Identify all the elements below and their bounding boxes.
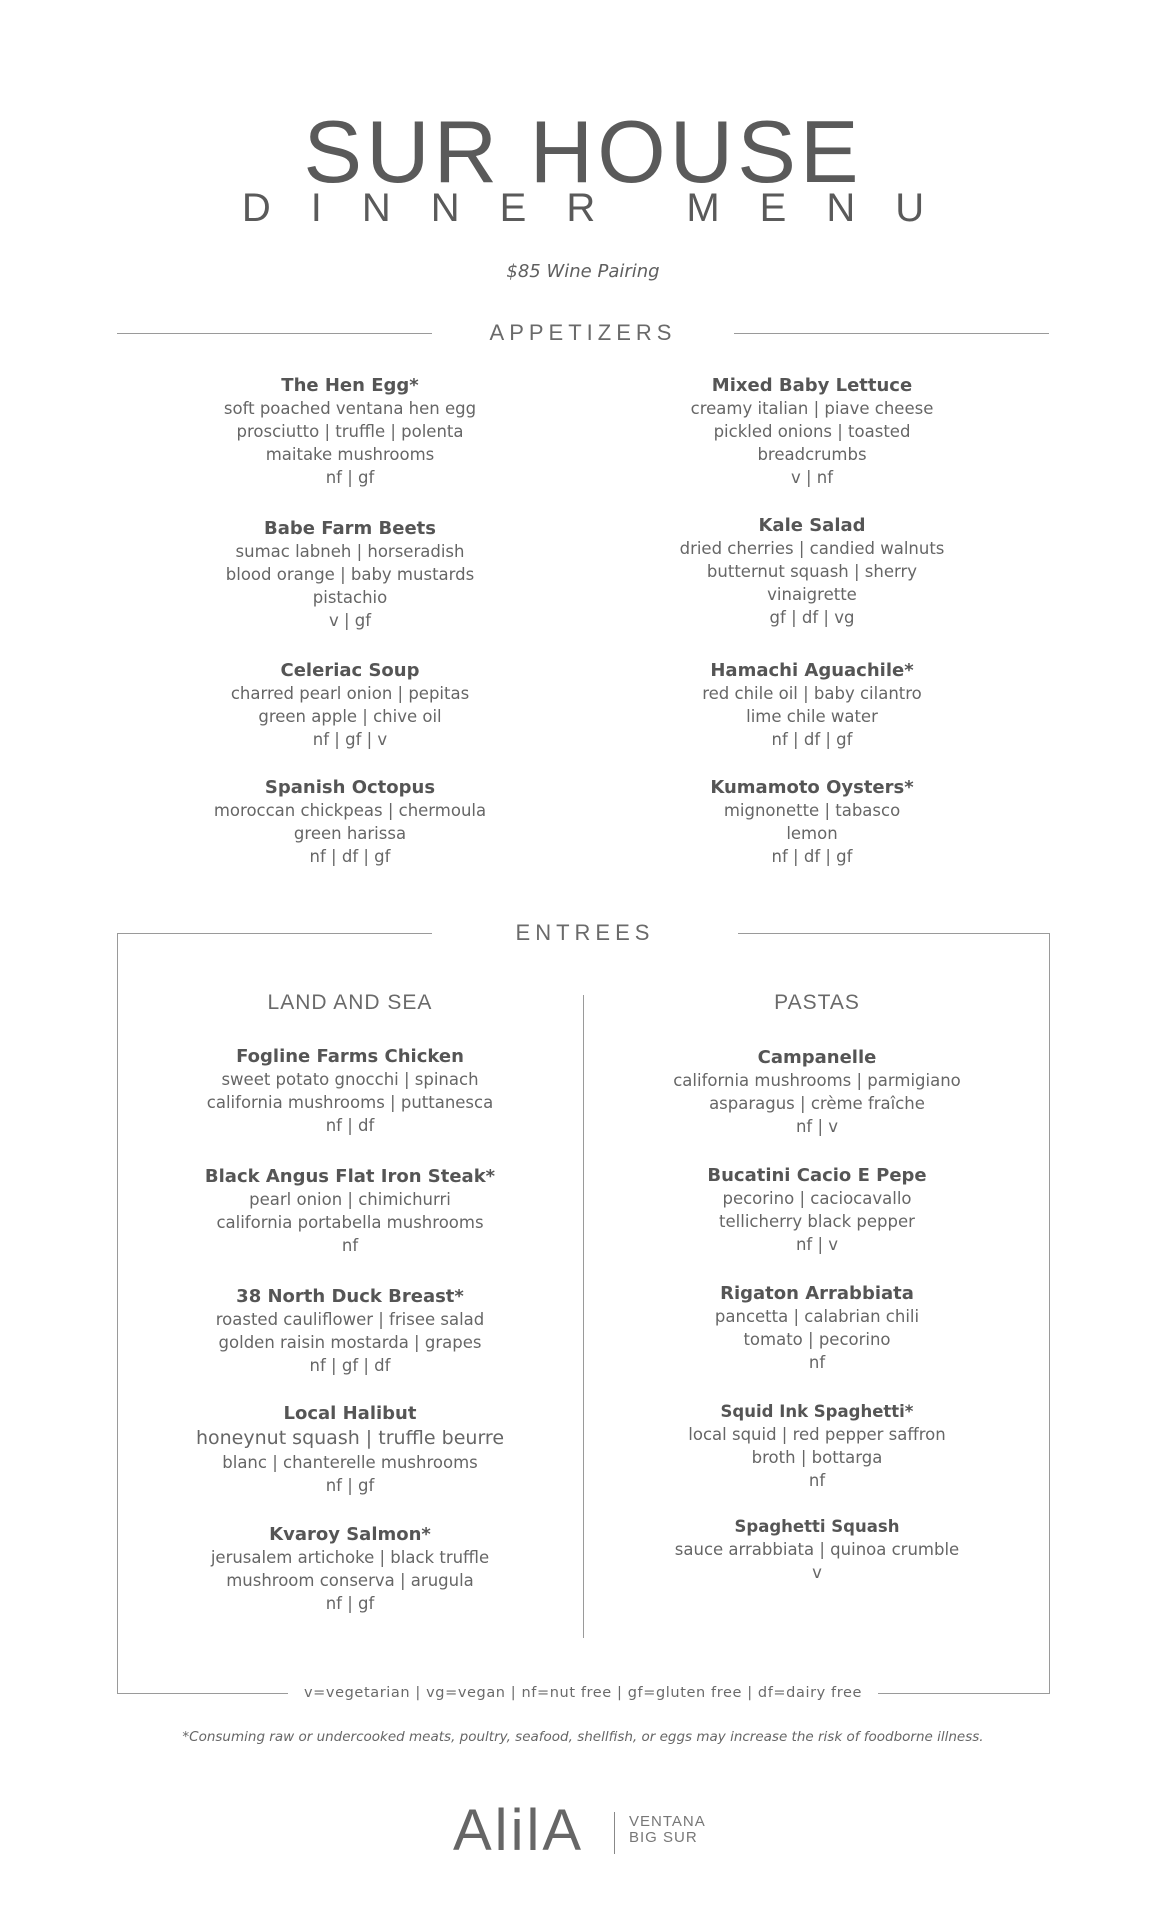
item-desc: charred pearl onion | pepitas: [230, 684, 470, 703]
item-desc: pancetta | calabrian chili: [714, 1307, 920, 1326]
item-diet-tags: nf | df | gf: [771, 730, 853, 749]
menu-item: [185, 1285, 515, 1377]
item-name: Celeriac Soup: [280, 660, 420, 681]
item-desc: soft poached ventana hen egg: [223, 399, 477, 418]
item-name: Kumamoto Oysters*: [710, 777, 914, 798]
item-name: Hamachi Aguachile*: [710, 660, 914, 681]
item-name: 38 North Duck Breast*: [236, 1286, 464, 1307]
alila-logo: AlilA: [453, 1798, 585, 1863]
appetizers-heading: APPETIZERS: [489, 320, 677, 345]
item-desc: green apple | chive oil: [258, 707, 442, 726]
item-desc: jerusalem artichoke | black truffle: [210, 1548, 490, 1567]
item-diet-tags: v | gf: [328, 611, 372, 630]
item-diet-tags: nf | df | gf: [309, 847, 391, 866]
menu-item: [185, 1523, 515, 1615]
item-name: Mixed Baby Lettuce: [711, 375, 913, 396]
menu-title: SUR HOUSE: [303, 102, 863, 201]
entrees-box-top-right: [738, 933, 1049, 934]
food-safety-disclaimer: *Consuming raw or undercooked meats, poultry, seafood, shellfish, or eggs may increase the risk of foodborne illness.: [182, 1729, 984, 1745]
menu-item: [185, 1045, 515, 1137]
item-name: Kvaroy Salmon*: [269, 1524, 431, 1545]
item-diet-tags: nf: [808, 1353, 826, 1372]
item-name: Local Halibut: [283, 1403, 417, 1424]
item-desc: mignonette | tabasco: [723, 801, 901, 820]
dietary-legend: v=vegetarian | vg=vegan | nf=nut free | gf=gluten free | df=dairy free: [303, 1685, 863, 1701]
appetizers-rule-right: [734, 333, 1049, 334]
entrees-heading: ENTREES: [515, 920, 655, 945]
logo-location-line2: BIG SUR: [629, 1829, 698, 1846]
item-desc: local squid | red pepper saffron: [688, 1425, 946, 1444]
menu-item: [185, 374, 515, 489]
menu-item: [652, 1046, 982, 1138]
item-name: Kale Salad: [758, 515, 866, 536]
item-desc: maitake mushrooms: [265, 445, 435, 464]
item-desc: butternut squash | sherry: [706, 562, 918, 581]
menu-item: [185, 776, 515, 868]
item-desc: vinaigrette: [767, 585, 857, 604]
menu-item: [647, 776, 977, 868]
item-diet-tags: nf | v: [795, 1117, 839, 1136]
item-desc: roasted cauliflower | frisee salad: [215, 1310, 485, 1329]
item-desc: tellicherry black pepper: [719, 1212, 915, 1231]
item-diet-tags: nf | gf: [325, 468, 375, 487]
logo-divider: [614, 1812, 615, 1854]
item-diet-tags: nf | gf: [325, 1594, 375, 1613]
item-desc: sumac labneh | horseradish: [235, 542, 465, 561]
item-desc: green harissa: [293, 824, 407, 843]
menu-item: [652, 1282, 982, 1374]
item-desc: lime chile water: [746, 707, 878, 726]
item-desc: pistachio: [312, 588, 388, 607]
item-name: Campanelle: [757, 1047, 877, 1068]
entrees-column-divider: [583, 995, 584, 1638]
menu-item: [647, 514, 977, 629]
item-diet-tags: nf | gf | v: [312, 730, 388, 749]
item-name: Squid Ink Spaghetti*: [720, 1402, 914, 1421]
logo-location-line1: VENTANA: [629, 1813, 706, 1830]
item-desc: lemon: [786, 824, 838, 843]
menu-subtitle: DINNER MENU: [241, 186, 965, 230]
item-name: Babe Farm Beets: [264, 518, 436, 539]
item-desc: prosciutto | truffle | polenta: [236, 422, 464, 441]
item-name: Spaghetti Squash: [734, 1517, 900, 1536]
item-name: Bucatini Cacio E Pepe: [707, 1165, 927, 1186]
item-name: Spanish Octopus: [264, 777, 436, 798]
menu-item: [185, 517, 515, 632]
item-desc: california mushrooms | parmigiano: [673, 1071, 961, 1090]
item-desc: creamy italian | piave cheese: [690, 399, 934, 418]
item-desc: breadcrumbs: [757, 445, 867, 464]
item-desc: sauce arrabbiata | quinoa crumble: [674, 1540, 960, 1559]
item-diet-tags: nf | df | gf: [771, 847, 853, 866]
item-desc: pickled onions | toasted: [713, 422, 911, 441]
item-diet-tags: nf: [808, 1471, 826, 1490]
item-desc: pecorino | caciocavallo: [722, 1189, 912, 1208]
menu-item: [652, 1400, 982, 1492]
item-desc: golden raisin mostarda | grapes: [218, 1333, 482, 1352]
item-desc: dried cherries | candied walnuts: [679, 539, 945, 558]
item-desc: tomato | pecorino: [743, 1330, 891, 1349]
menu-item: [647, 374, 977, 489]
land-and-sea-heading: LAND AND SEA: [267, 991, 433, 1014]
wine-pairing-price: $85 Wine Pairing: [506, 261, 660, 282]
pastas-heading: PASTAS: [774, 991, 860, 1014]
item-diet-tags: nf | df: [325, 1116, 375, 1135]
appetizers-rule-left: [117, 333, 432, 334]
menu-item: [647, 659, 977, 751]
item-diet-tags: gf | df | vg: [769, 608, 855, 627]
menu-item: [185, 1402, 515, 1497]
item-desc: honeynut squash | truffle beurre: [195, 1427, 505, 1449]
entrees-box-left: [117, 933, 118, 1694]
item-desc: california portabella mushrooms: [216, 1213, 484, 1232]
item-desc: california mushrooms | puttanesca: [206, 1093, 494, 1112]
item-diet-tags: nf | gf | df: [309, 1356, 391, 1375]
item-diet-tags: nf | v: [795, 1235, 839, 1254]
item-desc: blood orange | baby mustards: [225, 565, 475, 584]
menu-item: [185, 659, 515, 751]
item-name: Rigaton Arrabbiata: [720, 1283, 914, 1304]
item-desc: pearl onion | chimichurri: [249, 1190, 451, 1209]
entrees-box-right: [1049, 933, 1050, 1694]
item-diet-tags: v: [812, 1563, 822, 1582]
item-desc: sweet potato gnocchi | spinach: [221, 1070, 479, 1089]
item-desc: red chile oil | baby cilantro: [702, 684, 922, 703]
item-desc: mushroom conserva | arugula: [226, 1571, 474, 1590]
item-desc: blanc | chanterelle mushrooms: [222, 1453, 478, 1472]
item-name: Black Angus Flat Iron Steak*: [204, 1166, 496, 1187]
item-diet-tags: nf | gf: [325, 1476, 375, 1495]
item-desc: broth | bottarga: [751, 1448, 883, 1467]
item-diet-tags: v | nf: [790, 468, 834, 487]
item-name: Fogline Farms Chicken: [236, 1046, 464, 1067]
logo-location: [629, 1814, 706, 1846]
menu-item: [185, 1165, 515, 1257]
menu-item: [652, 1515, 982, 1584]
item-name: The Hen Egg*: [281, 375, 419, 396]
item-desc: asparagus | crème fraîche: [709, 1094, 925, 1113]
entrees-box-top-left: [117, 933, 432, 934]
menu-item: [652, 1164, 982, 1256]
item-desc: moroccan chickpeas | chermoula: [213, 801, 487, 820]
item-diet-tags: nf: [341, 1236, 359, 1255]
